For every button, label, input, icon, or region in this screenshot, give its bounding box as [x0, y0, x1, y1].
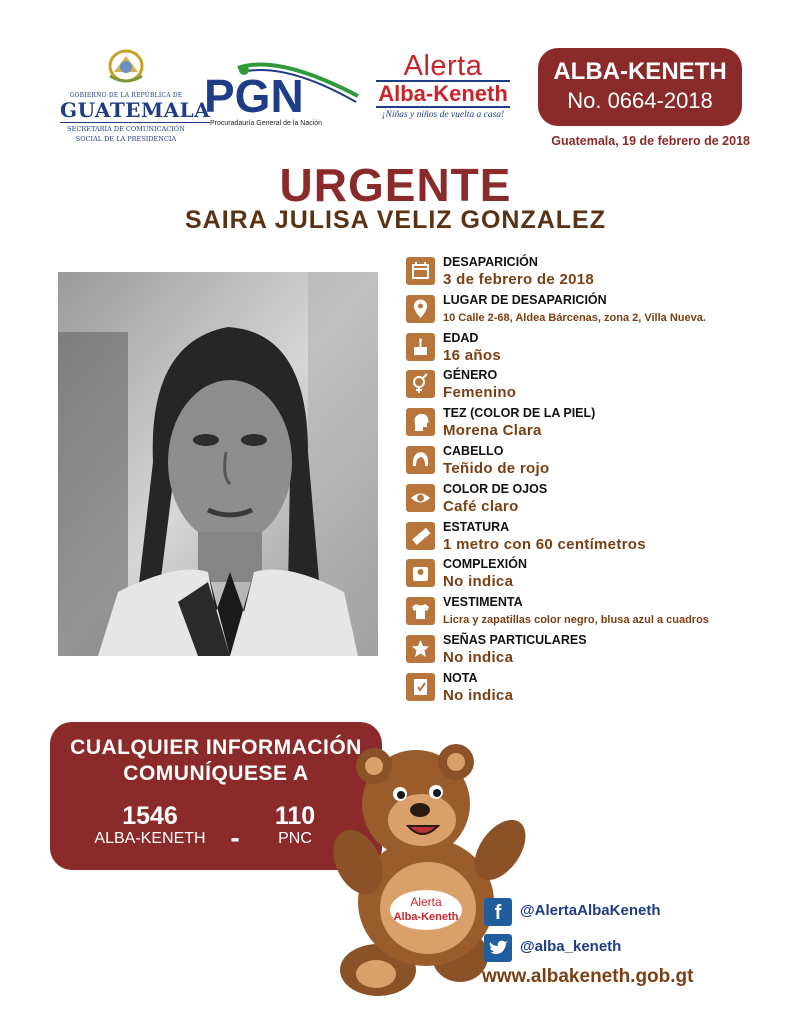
detail-row-2 [406, 330, 766, 368]
birthday-cake-icon [406, 333, 435, 361]
detail-row-1 [406, 292, 766, 330]
details-list [406, 254, 766, 708]
gov-secretariat-2: SOCIAL DE LA PRESIDENCIA [75, 135, 177, 143]
detail-row-11 [406, 670, 766, 708]
twitter-handle[interactable]: @alba_keneth [520, 938, 622, 955]
gov-secretariat: SECRETARÍA DE COMUNICACIÓN [67, 125, 185, 133]
detail-value: 1 metro con 60 centímetros [443, 535, 646, 553]
pgn-logo-mark [198, 56, 364, 118]
pgn-letters: PGN [204, 70, 304, 118]
facebook-icon: f [484, 898, 512, 926]
detail-label: NOTA [443, 670, 478, 685]
phone-label-pnc: PNC [278, 830, 312, 847]
detail-label: DESAPARICIÓN [443, 255, 538, 269]
hair-icon [406, 446, 435, 474]
detail-value: 10 Calle 2-68, Aldea Bárcenas, zona 2, Villa Nueva. [443, 311, 706, 324]
detail-row-6 [406, 481, 766, 519]
phone-number-pnc[interactable]: 110 [274, 802, 316, 830]
issue-date: Guatemala, 19 de febrero de 2018 [551, 134, 750, 148]
social-links [484, 896, 764, 968]
case-number: No. 0664-2018 [567, 88, 713, 113]
detail-row-4 [406, 405, 766, 443]
case-title: ALBA-KENETH [553, 58, 727, 85]
detail-row-9 [406, 594, 766, 632]
coat-of-arms-icon [104, 46, 148, 86]
detail-row-7 [406, 519, 766, 557]
detail-value: Licra y zapatillas color negro, blusa azul a cuadros [443, 614, 709, 627]
missing-person-photo [58, 272, 378, 656]
shirt-icon [406, 597, 435, 625]
contact-line-1: CUALQUIER INFORMACIÓN [70, 736, 362, 759]
phone-label-alba-keneth: ALBA-KENETH [94, 830, 206, 847]
eye-icon [406, 484, 435, 512]
detail-row-0 [406, 254, 766, 292]
detail-label: TEZ (COLOR DE LA PIEL) [443, 406, 596, 421]
detail-label: SEÑAS PARTICULARES [443, 632, 587, 647]
detail-label: CABELLO [443, 443, 504, 458]
case-number-box [538, 48, 742, 126]
alerta-tagline: ¡Niñas y niños de vuelta a casa! [381, 110, 505, 120]
gender-icon [406, 370, 435, 398]
alerta-name: Alba-Keneth [378, 81, 508, 106]
detail-label: GÉNERO [443, 368, 498, 383]
head-profile-icon [406, 408, 435, 436]
contact-line-2: COMUNÍQUESE A [123, 762, 309, 785]
twitter-icon [484, 934, 512, 962]
detail-label: COLOR DE OJOS [443, 481, 548, 496]
scale-icon [406, 559, 435, 587]
bear-badge-word: Alerta [410, 895, 442, 909]
pgn-subtitle: Procuradauría General de la Nación [210, 120, 323, 127]
gov-country-name: GUATEMALA [60, 98, 211, 122]
calendar-icon [406, 257, 435, 285]
detail-label: COMPLEXIÓN [443, 557, 528, 572]
detail-value: 16 años [443, 346, 501, 364]
star-icon [406, 635, 435, 663]
detail-value: 3 de febrero de 2018 [443, 271, 595, 288]
note-icon [406, 673, 435, 701]
detail-value: No indica [443, 686, 514, 704]
pgn-logo [198, 56, 364, 136]
detail-row-5 [406, 443, 766, 481]
detail-value: No indica [443, 648, 514, 666]
portrait-illustration [58, 272, 378, 656]
gov-top-text: GOBIERNO DE LA REPÚBLICA DE [69, 92, 183, 99]
alerta-alba-keneth-logo [368, 52, 518, 132]
twitter-row[interactable] [484, 932, 764, 968]
detail-label: EDAD [443, 330, 479, 345]
detail-value: Café claro [443, 497, 519, 515]
guatemala-government-logo [60, 46, 211, 146]
alerta-word: Alerta [403, 50, 483, 82]
location-pin-icon [406, 295, 435, 323]
phone-number-alba-keneth[interactable]: 1546 [122, 802, 178, 830]
detail-label: VESTIMENTA [443, 595, 523, 610]
detail-value: Morena Clara [443, 422, 542, 440]
detail-value: Femenino [443, 384, 517, 402]
detail-label: ESTATURA [443, 519, 510, 534]
bear-badge-name: Alba-Keneth [393, 911, 459, 923]
urgent-heading: URGENTE [279, 159, 512, 211]
phone-separator: - [230, 822, 240, 853]
detail-value: Teñido de rojo [443, 459, 550, 477]
ruler-icon [406, 522, 435, 550]
facebook-handle[interactable]: @AlertaAlbaKeneth [520, 902, 661, 919]
website-link[interactable]: www.albakeneth.gob.gt [482, 966, 694, 987]
missing-person-name: SAIRA JULISA VELIZ GONZALEZ [185, 206, 606, 234]
detail-row-8 [406, 556, 766, 594]
detail-label: LUGAR DE DESAPARICIÓN [443, 292, 607, 307]
detail-row-10 [406, 632, 766, 670]
facebook-row[interactable] [484, 896, 764, 932]
detail-row-3 [406, 367, 766, 405]
detail-value: No indica [443, 573, 514, 591]
